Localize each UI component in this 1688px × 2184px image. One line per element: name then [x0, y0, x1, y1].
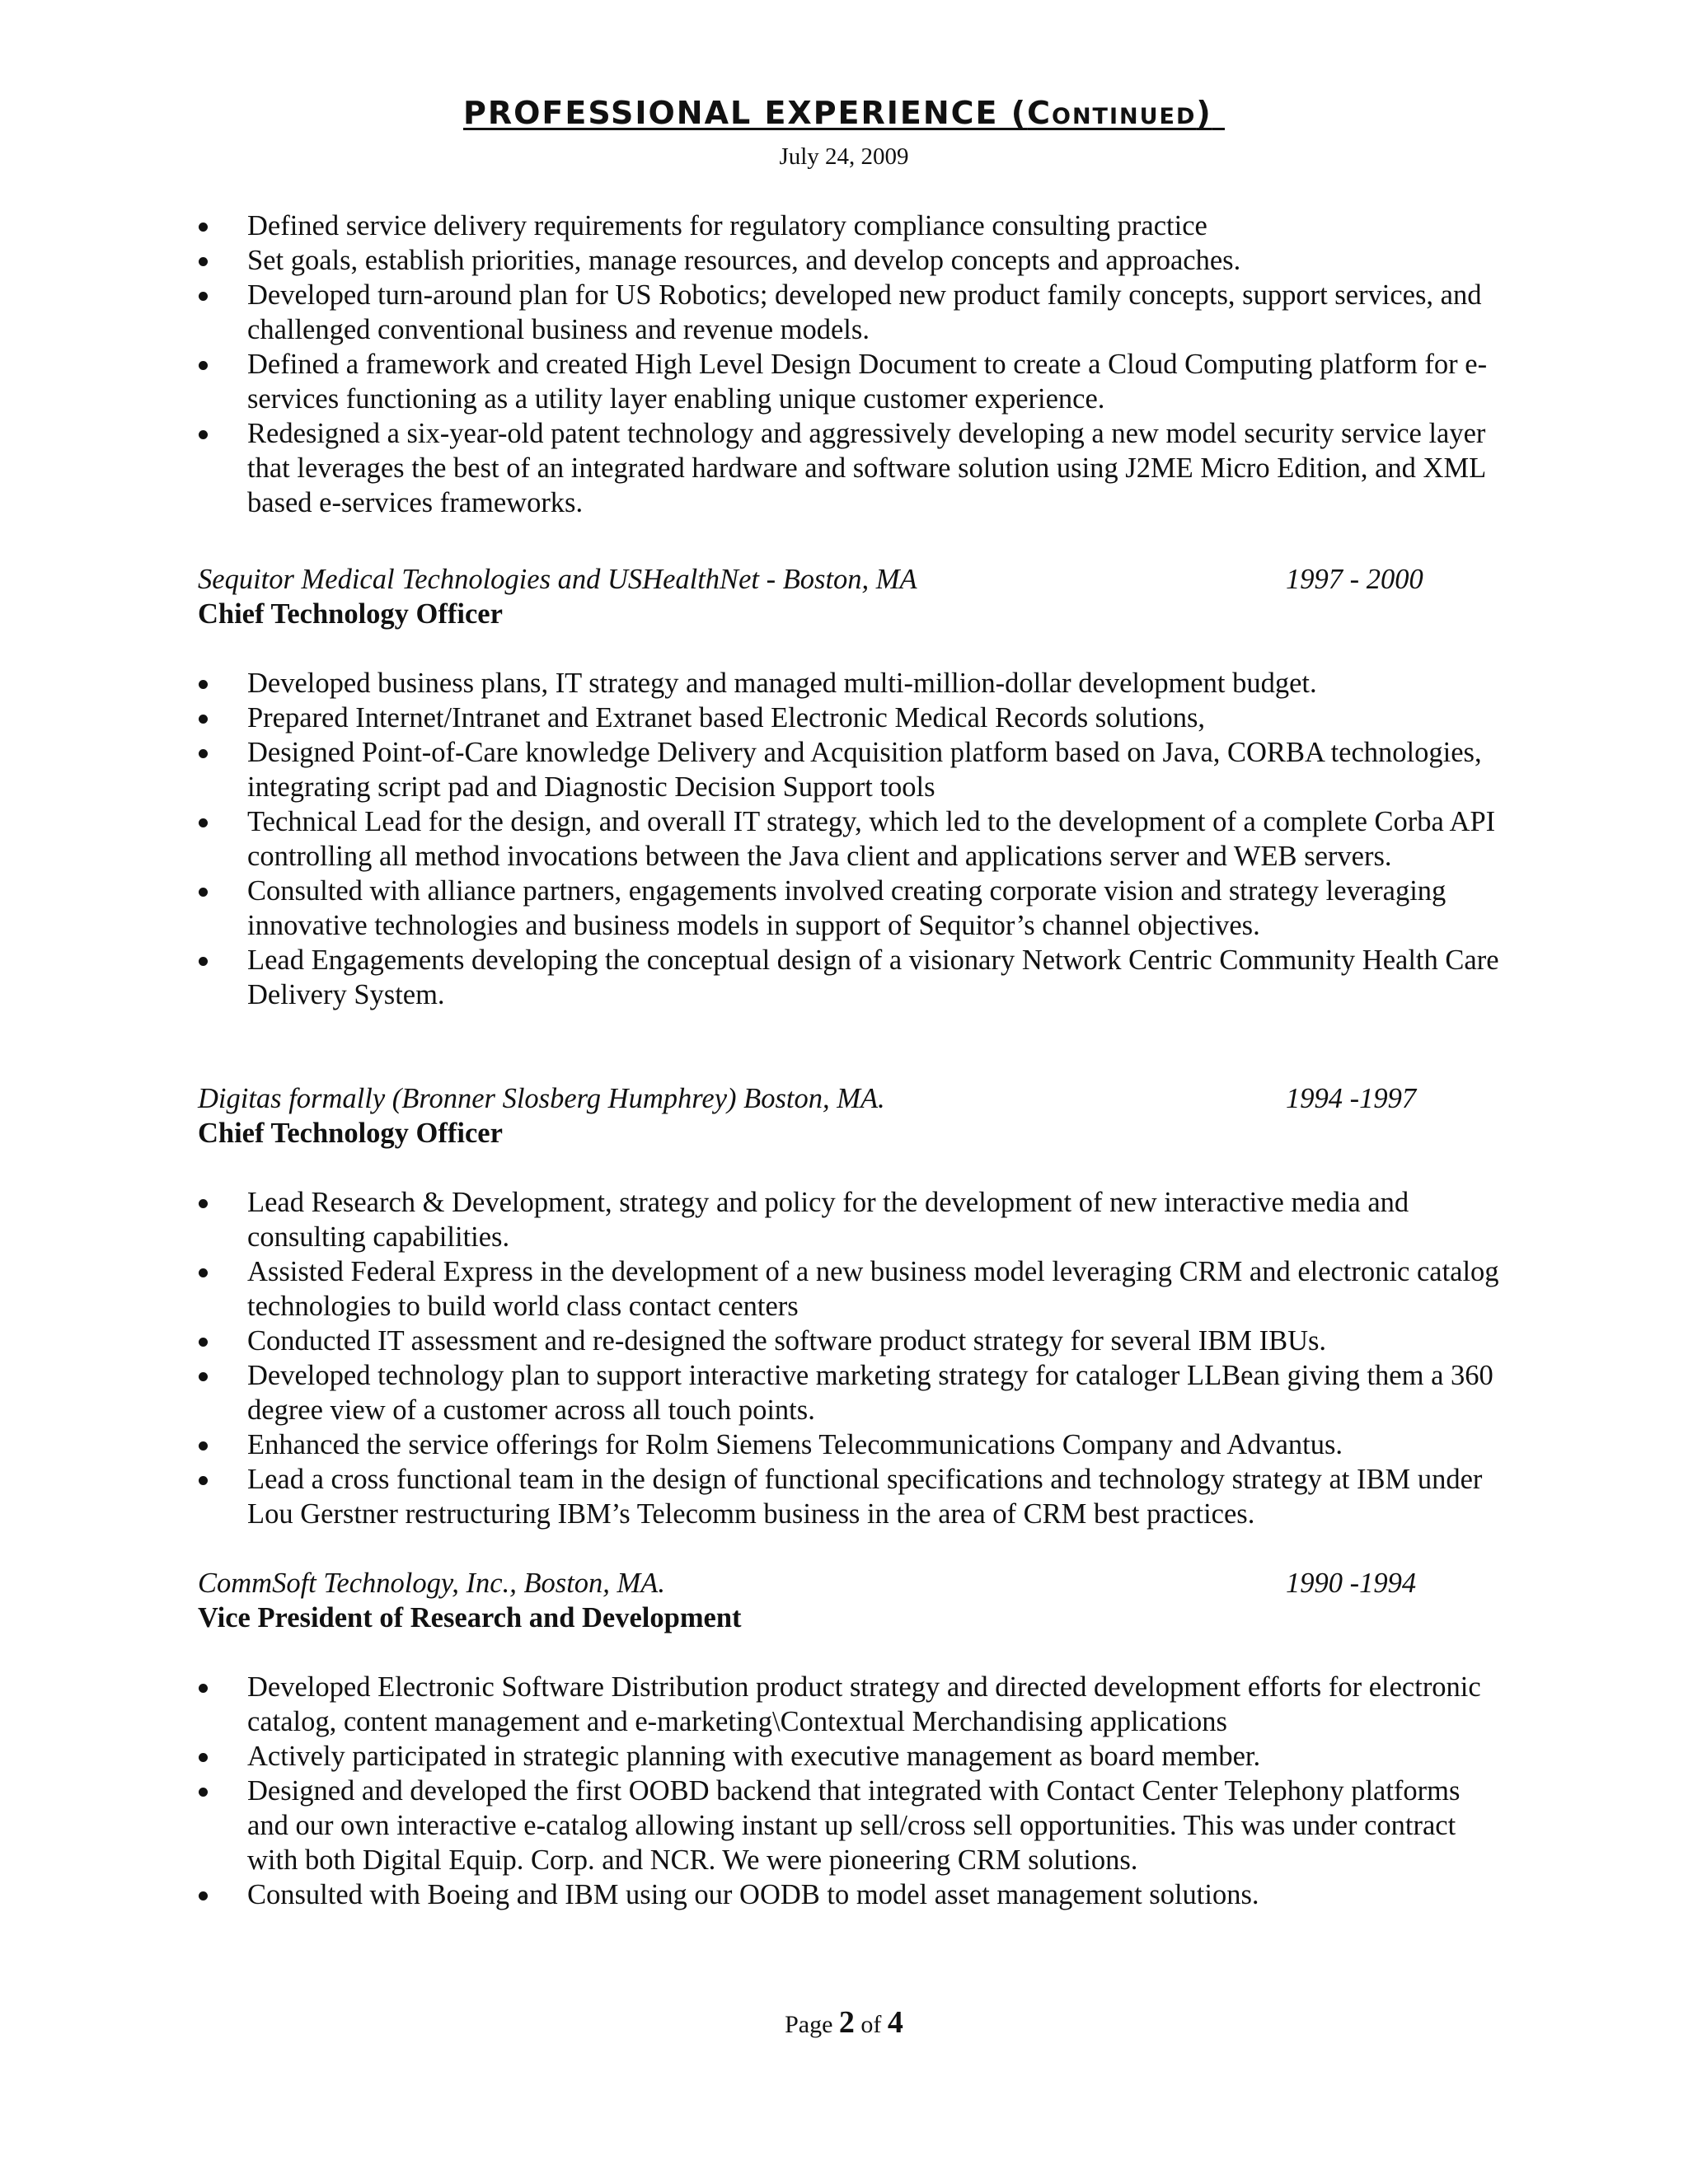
job-dates: 1990 -1994: [1286, 1568, 1417, 1599]
title-close: ): [1196, 95, 1212, 131]
bullet-icon: [199, 818, 208, 827]
list-item: Lead Engagements developing the conceptual design of a visionary Network Centric Community Health Care Delivery System.: [0, 943, 1688, 1012]
bullet-icon: [199, 1788, 208, 1797]
bullet-icon: [199, 1268, 208, 1277]
title-main: PROFESSIONAL EXPERIENCE (: [462, 95, 1028, 131]
job-title: Vice President of Research and Development: [198, 1602, 742, 1633]
list-item: Designed and developed the first OOBD backend that integrated with Contact Center Telephony platforms and our own interactive e-catalog allowing instant up sell/cross sell opportunities. This was under contract with both Digital Equip. Corp. and NCR. We were pioneering CRM solutions.: [0, 1774, 1688, 1877]
job-title: Chief Technology Officer: [198, 1118, 503, 1149]
bullet-icon: [199, 223, 208, 232]
list-item: Developed turn-around plan for US Robotics; developed new product family concepts, support services, and challenged conventional business and revenue models.: [0, 278, 1688, 347]
bullet-icon: [199, 1372, 208, 1381]
list-item: Consulted with alliance partners, engagements involved creating corporate vision and strategy leveraging innovative technologies and business models in support of Sequitor’s channel objectives.: [0, 874, 1688, 943]
job-bullet-list: [0, 1185, 1688, 1531]
bullet-icon: [199, 430, 208, 439]
bullet-icon: [199, 1441, 208, 1451]
bullet-icon: [199, 957, 208, 966]
list-item: Enhanced the service offerings for Rolm Siemens Telecommunications Company and Advantus.: [0, 1427, 1688, 1462]
job-bullet-list: [0, 666, 1688, 1012]
job-title: Chief Technology Officer: [198, 598, 503, 630]
list-item: Redesigned a six-year-old patent technology and aggressively developing a new model security service layer that leverages the best of an integrated hardware and software solution using J2ME Micro Edition, and XML based e-services frameworks.: [0, 416, 1688, 520]
bullet-icon: [199, 292, 208, 301]
bullet-icon: [199, 361, 208, 370]
title-continued: Continued: [1027, 95, 1197, 131]
list-item: Developed technology plan to support interactive marketing strategy for cataloger LLBean giving them a 360 degree view of a customer across all touch points.: [0, 1358, 1688, 1427]
document-date: July 24, 2009: [779, 143, 909, 170]
bullet-icon: [199, 1684, 208, 1693]
list-item: Developed Electronic Software Distribution product strategy and directed development efforts for electronic catalog, content management and e-marketing\Contextual Merchandising applications: [0, 1670, 1688, 1739]
list-item: Conducted IT assessment and re-designed the software product strategy for several IBM IBUs.: [0, 1324, 1688, 1358]
bullet-icon: [199, 1199, 208, 1208]
job-company: Digitas formally (Bronner Slosberg Humphrey) Boston, MA.: [198, 1083, 885, 1114]
bullet-icon: [199, 1476, 208, 1485]
intro-bullet-list: [0, 209, 1688, 520]
list-item: Lead Research & Development, strategy and policy for the development of new interactive media and consulting capabilities.: [0, 1185, 1688, 1254]
bullet-icon: [199, 1338, 208, 1347]
list-item: Assisted Federal Express in the development of a new business model leveraging CRM and electronic catalog technologies to build world class contact centers: [0, 1254, 1688, 1324]
job-dates: 1997 - 2000: [1286, 564, 1423, 595]
list-item: Set goals, establish priorities, manage resources, and develop concepts and approaches.: [0, 243, 1688, 278]
bullet-icon: [199, 1891, 208, 1900]
page-title: [0, 92, 1688, 134]
list-item: Defined service delivery requirements for regulatory compliance consulting practice: [0, 209, 1688, 243]
bullet-icon: [199, 257, 208, 266]
list-item: Consulted with Boeing and IBM using our OODB to model asset management solutions.: [0, 1877, 1688, 1912]
list-item: Designed Point-of-Care knowledge Delivery and Acquisition platform based on Java, CORBA technologies, integrating script pad and Diagnostic Decision Support tools: [0, 735, 1688, 804]
job-bullet-list: [0, 1670, 1688, 1912]
bullet-icon: [199, 888, 208, 897]
job-dates: 1994 -1997: [1286, 1083, 1417, 1114]
bullet-icon: [199, 715, 208, 724]
page-number: Page 2 of 4: [785, 2005, 903, 2040]
bullet-icon: [199, 680, 208, 689]
list-item: Lead a cross functional team in the design of functional specifications and technology strategy at IBM under Lou Gerstner restructuring IBM’s Telecomm business in the area of CRM best practices.: [0, 1462, 1688, 1531]
bullet-icon: [199, 749, 208, 758]
list-item: Developed business plans, IT strategy and managed multi-million-dollar development budget.: [0, 666, 1688, 701]
list-item: Actively participated in strategic planning with executive management as board member.: [0, 1739, 1688, 1774]
job-company: CommSoft Technology, Inc., Boston, MA.: [198, 1568, 665, 1599]
list-item: Defined a framework and created High Level Design Document to create a Cloud Computing platform for e-services functioning as a utility layer enabling unique customer experience.: [0, 347, 1688, 416]
job-company: Sequitor Medical Technologies and USHealthNet - Boston, MA: [198, 564, 917, 595]
bullet-icon: [199, 1753, 208, 1762]
list-item: Technical Lead for the design, and overall IT strategy, which led to the development of a complete Corba API controlling all method invocations between the Java client and applications server and WEB servers.: [0, 804, 1688, 874]
list-item: Prepared Internet/Intranet and Extranet based Electronic Medical Records solutions,: [0, 701, 1688, 735]
